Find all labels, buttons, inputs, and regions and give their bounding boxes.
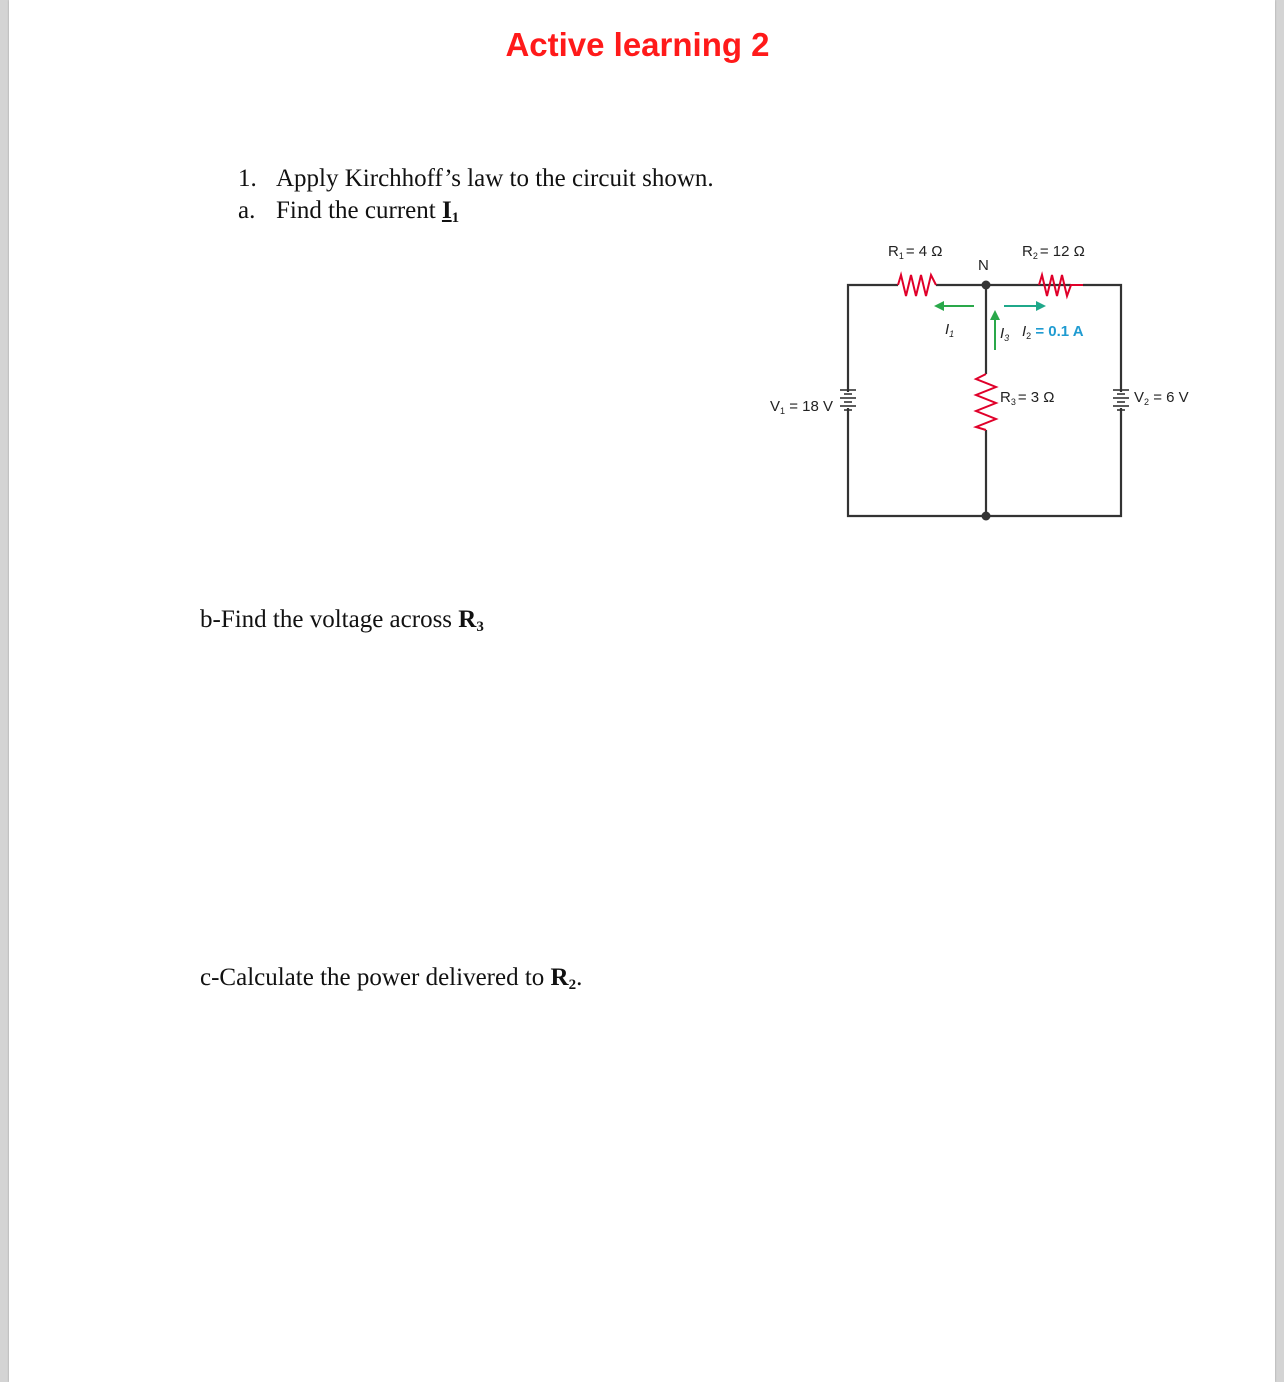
r3-label: $R_3 = 3$ Ω: [1000, 389, 1055, 407]
document-page: [9, 0, 1275, 1382]
question-1-text: Apply Kirchhoff’s law to the circuit shown.: [276, 165, 714, 192]
arrow-i2-icon: [1004, 301, 1046, 311]
node-n-dot: [982, 281, 991, 290]
resistor-r1: [898, 275, 936, 296]
i3-label: $I_3$: [1000, 325, 1010, 343]
question-a-text: Find the current: [276, 197, 442, 224]
arrow-i1-icon: [934, 301, 974, 311]
battery-v1: [840, 390, 856, 410]
question-b-text: b-Find the voltage across: [200, 606, 459, 633]
question-c: c-Calculate the power delivered to $R_2$.: [200, 964, 583, 993]
resistor-r2-symbol: $R_2$: [550, 964, 577, 993]
question-number: 1.: [238, 165, 257, 192]
i1-label: $I_1$: [945, 321, 955, 339]
i2-label: $I_2 = 0.1$ A: [1022, 323, 1084, 341]
resistor-r3-symbol: $R_3$: [458, 606, 484, 635]
circuit-diagram: [760, 230, 1210, 540]
question-b: [200, 606, 484, 636]
resistor-r3: [976, 374, 996, 430]
question-c-text: c-Calculate the power delivered to: [200, 964, 551, 991]
v1-label: $V_1 = 18$ V: [770, 398, 833, 416]
question-a: [238, 197, 459, 227]
v2-label: $V_2 = 6$ V: [1134, 389, 1189, 407]
current-i1-symbol: $I_1$: [441, 197, 460, 226]
r2-label: $R_2 = 12$ Ω: [1022, 243, 1085, 261]
r1-label: $R_1 = 4$ Ω: [888, 243, 943, 261]
node-n-label: N: [978, 257, 989, 274]
page-title: Active learning 2: [505, 26, 770, 63]
question-1: [238, 165, 714, 193]
question-a-label: a.: [238, 197, 256, 224]
node-bottom-dot: [982, 512, 991, 521]
arrow-i3-icon: [990, 310, 1000, 350]
circuit-wires: [848, 285, 1121, 516]
battery-v2: [1113, 390, 1129, 410]
